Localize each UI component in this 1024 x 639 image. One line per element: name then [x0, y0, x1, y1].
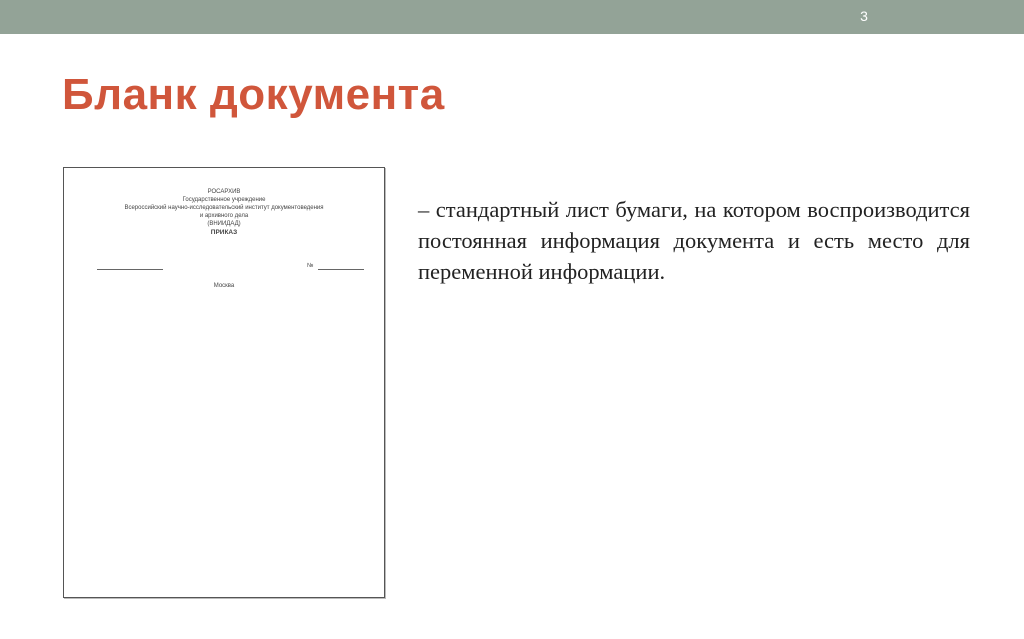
date-line: [97, 269, 163, 270]
top-band: [0, 0, 1024, 34]
form-header-line: и архивного дела: [199, 213, 249, 219]
document-form-image: [63, 167, 385, 598]
form-header-line: Всероссийский научно-исследовательский институт документоведения: [124, 205, 324, 211]
number-line: [318, 269, 364, 270]
form-city: Москва: [213, 283, 235, 289]
form-header-line: (ВНИИДАД): [207, 221, 241, 227]
form-header-line: Государственное учреждение: [182, 197, 266, 203]
form-header-line: РОСАРХИВ: [207, 189, 241, 195]
form-header: [64, 188, 384, 237]
slide-title: Бланк документа: [62, 70, 445, 119]
number-sign: №: [307, 263, 314, 269]
form-order-title: ПРИКАЗ: [210, 229, 238, 236]
slide-number: 3: [860, 8, 868, 24]
definition-text: – стандартный лист бумаги, на котором воспроизводится постоянная информация документа и есть место для переменной информации.: [418, 197, 970, 284]
